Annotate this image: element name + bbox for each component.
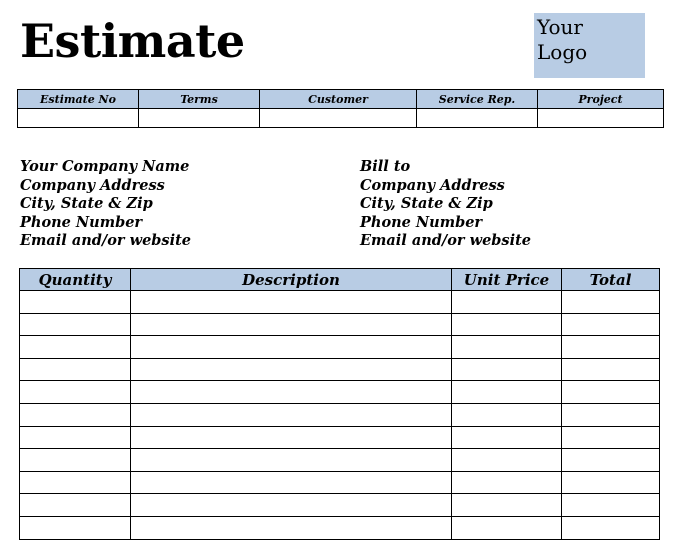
company-city-state-zip: City, State & Zip — [20, 195, 153, 213]
quantity-cell[interactable] — [20, 449, 131, 472]
bill-to-block — [360, 158, 531, 251]
table-row — [20, 426, 660, 449]
unit-price-cell[interactable] — [452, 471, 562, 494]
total-cell[interactable] — [562, 358, 660, 381]
customer-header: Customer — [260, 90, 417, 109]
items-body — [20, 291, 660, 540]
info-header-row — [18, 90, 664, 109]
total-cell[interactable] — [562, 449, 660, 472]
total-cell[interactable] — [562, 381, 660, 404]
table-row — [20, 313, 660, 336]
quantity-cell[interactable] — [20, 403, 131, 426]
total-cell[interactable] — [562, 313, 660, 336]
total-header: Total — [562, 269, 660, 291]
description-header: Description — [131, 269, 452, 291]
unit-price-header: Unit Price — [452, 269, 562, 291]
estimate-info-table — [17, 89, 664, 128]
table-row — [20, 358, 660, 381]
total-cell[interactable] — [562, 471, 660, 494]
bill-to-phone: Phone Number — [360, 213, 483, 231]
quantity-cell[interactable] — [20, 291, 131, 314]
total-cell[interactable] — [562, 336, 660, 359]
description-cell[interactable] — [131, 381, 452, 404]
service-rep-header: Service Rep. — [417, 90, 538, 109]
unit-price-cell[interactable] — [452, 358, 562, 381]
company-phone: Phone Number — [20, 213, 143, 231]
company-name: Your Company Name — [20, 158, 190, 175]
description-cell[interactable] — [131, 449, 452, 472]
unit-price-cell[interactable] — [452, 449, 562, 472]
table-row — [20, 516, 660, 539]
page-title: Estimate — [20, 14, 245, 68]
project-header: Project — [538, 90, 664, 109]
quantity-header: Quantity — [20, 269, 131, 291]
unit-price-cell[interactable] — [452, 403, 562, 426]
total-cell[interactable] — [562, 426, 660, 449]
table-row — [20, 403, 660, 426]
table-row — [20, 381, 660, 404]
estimate-no-header: Estimate No — [18, 90, 139, 109]
info-value-row — [18, 109, 664, 128]
total-cell[interactable] — [562, 403, 660, 426]
unit-price-cell[interactable] — [452, 426, 562, 449]
description-cell[interactable] — [131, 494, 452, 517]
unit-price-cell[interactable] — [452, 291, 562, 314]
description-cell[interactable] — [131, 291, 452, 314]
bill-to-address: Company Address — [360, 176, 505, 194]
quantity-cell[interactable] — [20, 426, 131, 449]
table-row — [20, 336, 660, 359]
bill-to-label: Bill to — [360, 158, 411, 175]
items-header-row — [20, 269, 660, 291]
terms-header: Terms — [139, 90, 260, 109]
company-address-block — [20, 158, 191, 251]
line-items-table — [19, 268, 660, 540]
quantity-cell[interactable] — [20, 516, 131, 539]
unit-price-cell[interactable] — [452, 516, 562, 539]
company-address: Company Address — [20, 176, 165, 194]
description-cell[interactable] — [131, 403, 452, 426]
description-cell[interactable] — [131, 358, 452, 381]
terms-cell[interactable] — [139, 109, 260, 128]
unit-price-cell[interactable] — [452, 381, 562, 404]
quantity-cell[interactable] — [20, 336, 131, 359]
quantity-cell[interactable] — [20, 471, 131, 494]
description-cell[interactable] — [131, 336, 452, 359]
total-cell[interactable] — [562, 494, 660, 517]
unit-price-cell[interactable] — [452, 494, 562, 517]
service-rep-cell[interactable] — [417, 109, 538, 128]
description-cell[interactable] — [131, 313, 452, 336]
customer-cell[interactable] — [260, 109, 417, 128]
logo-line-2: Logo — [537, 40, 588, 64]
quantity-cell[interactable] — [20, 381, 131, 404]
unit-price-cell[interactable] — [452, 313, 562, 336]
table-row — [20, 449, 660, 472]
bill-to-city-state-zip: City, State & Zip — [360, 195, 493, 213]
quantity-cell[interactable] — [20, 358, 131, 381]
description-cell[interactable] — [131, 516, 452, 539]
table-row — [20, 291, 660, 314]
company-email-website: Email and/or website — [20, 232, 192, 250]
table-row — [20, 471, 660, 494]
unit-price-cell[interactable] — [452, 336, 562, 359]
project-cell[interactable] — [538, 109, 664, 128]
quantity-cell[interactable] — [20, 313, 131, 336]
table-row — [20, 494, 660, 517]
total-cell[interactable] — [562, 291, 660, 314]
description-cell[interactable] — [131, 426, 452, 449]
bill-to-email-website: Email and/or website — [360, 232, 532, 250]
logo-placeholder — [534, 13, 645, 78]
quantity-cell[interactable] — [20, 494, 131, 517]
description-cell[interactable] — [131, 471, 452, 494]
logo-line-1: Your — [537, 15, 583, 39]
estimate-no-cell[interactable] — [18, 109, 139, 128]
total-cell[interactable] — [562, 516, 660, 539]
